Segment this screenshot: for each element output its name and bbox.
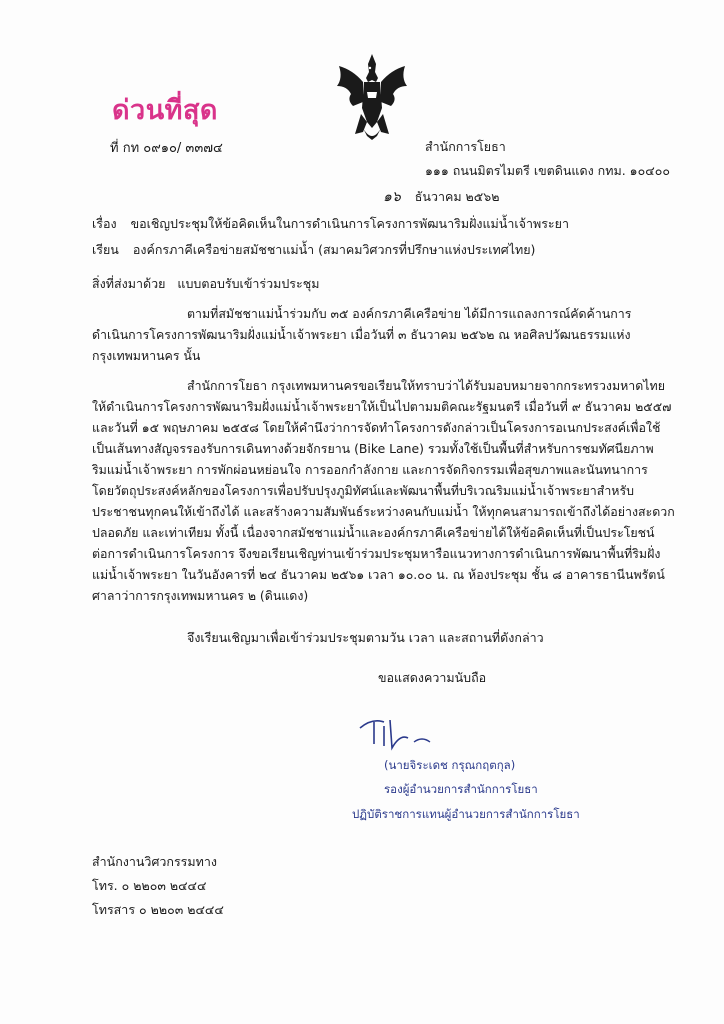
- paragraph-2-line: สำนักการโยธา กรุงเทพมหานครขอเรียนให้ทราบว่าได้รับมอบหมายจากกระทรวงมหาดไทย: [187, 378, 665, 393]
- paragraph-2-line: ประชาชนทุกคนให้เข้าถึงได้ และสร้างความสัมพันธ์ระหว่างคนกับแม่น้ำ ให้ทุกคนสามารถเข้าถึงได้อย่างสะดวก: [92, 504, 675, 519]
- signatory-position: รองผู้อำนวยการสำนักการโยธา: [384, 782, 538, 796]
- footer-fax: โทรสาร ๐ ๒๒๐๓ ๒๔๔๔: [92, 902, 224, 917]
- letter-date: [383, 186, 499, 208]
- date-day: ๑๖: [383, 189, 401, 205]
- footer-phone: โทร. ๐ ๒๒๐๓ ๒๔๔๔: [92, 878, 207, 893]
- closing-salutation: ขอแสดงความนับถือ: [378, 670, 487, 685]
- document-number: ที่ กท ๐๙๑๐/ ๓๓๗๔: [110, 141, 223, 156]
- office-address: ๑๑๑ ถนนมิตรไมตรี เขตดินแดง กทม. ๑๐๔๐๐: [425, 163, 670, 178]
- paragraph-2-line: เป็นเส้นทางสัญจรรองรับการเดินทางด้วยจักรยาน (Bike Lane) รวมทั้งใช้เป็นพื้นที่สำหรับการชมทัศนียภาพ: [92, 441, 654, 456]
- signatory-name: (นายจิระเดช กรุณกฤตกุล): [384, 758, 516, 772]
- recipient-line: [92, 240, 535, 260]
- paragraph-1: [92, 303, 631, 366]
- paragraph-2-line: และวันที่ ๑๕ พฤษภาคม ๒๕๕๘ โดยให้คำนึงว่าการจัดทำโครงการดังกล่าวเป็นโครงการอเนกประสงค์เพื่อใช้: [92, 420, 661, 435]
- signature-scribble-icon: [356, 712, 436, 752]
- enclosure-text: แบบตอบรับเข้าร่วมประชุม: [177, 276, 320, 291]
- subject-label: เรื่อง: [92, 216, 117, 231]
- paragraph-2: [92, 375, 675, 606]
- paragraph-2-line: โดยวัตถุประสงค์หลักของโครงการเพื่อปรับปรุงภูมิทัศน์และพัฒนาพื้นที่บริเวณริมแม่น้ำเจ้าพระยาสำหรับ: [92, 483, 634, 498]
- paragraph-1-line: กรุงเทพมหานคร นั้น: [92, 348, 201, 363]
- recipient-text: องค์กรภาคีเครือข่ายสมัชชาแม่น้ำ (สมาคมวิศวกรที่ปรึกษาแห่งประเทศไทย): [132, 242, 536, 257]
- paragraph-2-line: ศาลาว่าการกรุงเทพมหานคร ๒ (ดินแดง): [92, 588, 309, 603]
- urgency-stamp: ด่วนที่สุด: [112, 95, 218, 126]
- date-month-year: ธันวาคม ๒๕๖๒: [414, 189, 500, 204]
- subject-text: ขอเชิญประชุมให้ข้อคิดเห็นในการดำเนินการโครงการพัฒนาริมฝั่งแม่น้ำเจ้าพระยา: [130, 216, 569, 231]
- office-name: สำนักการโยธา: [425, 139, 506, 154]
- paragraph-2-line: ริมแม่น้ำเจ้าพระยา การพักผ่อนหย่อนใจ การออกกำลังกาย และการจัดกิจกรรมเพื่อสุขภาพและนันทนาการ: [92, 462, 648, 477]
- paragraph-1-line: ตามที่สมัชชาแม่น้ำร่วมกับ ๓๕ องค์กรภาคีเครือข่าย ได้มีการแถลงการณ์คัดค้านการ: [187, 306, 632, 321]
- closing-request: จึงเรียนเชิญมาเพื่อเข้าร่วมประชุมตามวัน เวลา และสถานที่ดังกล่าว: [187, 630, 544, 645]
- paragraph-2-line: ให้ดำเนินการโครงการพัฒนาริมฝั่งแม่น้ำเจ้าพระยาให้เป็นไปตามมติคณะรัฐมนตรี เมื่อวันที่ ๙ ธันวาคม ๒๕๕๗: [92, 399, 672, 414]
- subject-line: [92, 214, 569, 234]
- paragraph-1-line: ดำเนินการโครงการพัฒนาริมฝั่งแม่น้ำเจ้าพระยา เมื่อวันที่ ๓ ธันวาคม ๒๕๖๒ ณ หอศิลปวัฒนธรรมแห่ง: [92, 327, 631, 342]
- footer-department: สำนักงานวิศวกรรมทาง: [92, 854, 217, 869]
- enclosure-label: สิ่งที่ส่งมาด้วย: [92, 276, 166, 291]
- paragraph-2-line: ปลอดภัย และเท่าเทียม ทั้งนี้ เนื่องจากสมัชชาแม่น้ำและองค์กรภาคีเครือข่ายได้ให้ข้อคิดเห็นที่เป็นประโยชน์: [92, 525, 655, 540]
- enclosure-line: [92, 274, 319, 294]
- paragraph-2-line: แม่น้ำเจ้าพระยา ในวันอังคารที่ ๒๔ ธันวาคม ๒๕๖๑ เวลา ๑๐.๐๐ น. ณ ห้องประชุม ชั้น ๘ อาคารธานีนพรัตน์: [92, 567, 665, 582]
- signatory-acting-position: ปฏิบัติราชการแทนผู้อำนวยการสำนักการโยธา: [352, 807, 580, 821]
- recipient-label: เรียน: [92, 242, 119, 257]
- garuda-emblem-icon: [333, 52, 411, 142]
- paragraph-2-line: ต่อการดำเนินการโครงการ จึงขอเรียนเชิญท่านเข้าร่วมประชุมหารือแนวทางการดำเนินการพัฒนาพื้นที่ริมฝั่ง: [92, 546, 661, 561]
